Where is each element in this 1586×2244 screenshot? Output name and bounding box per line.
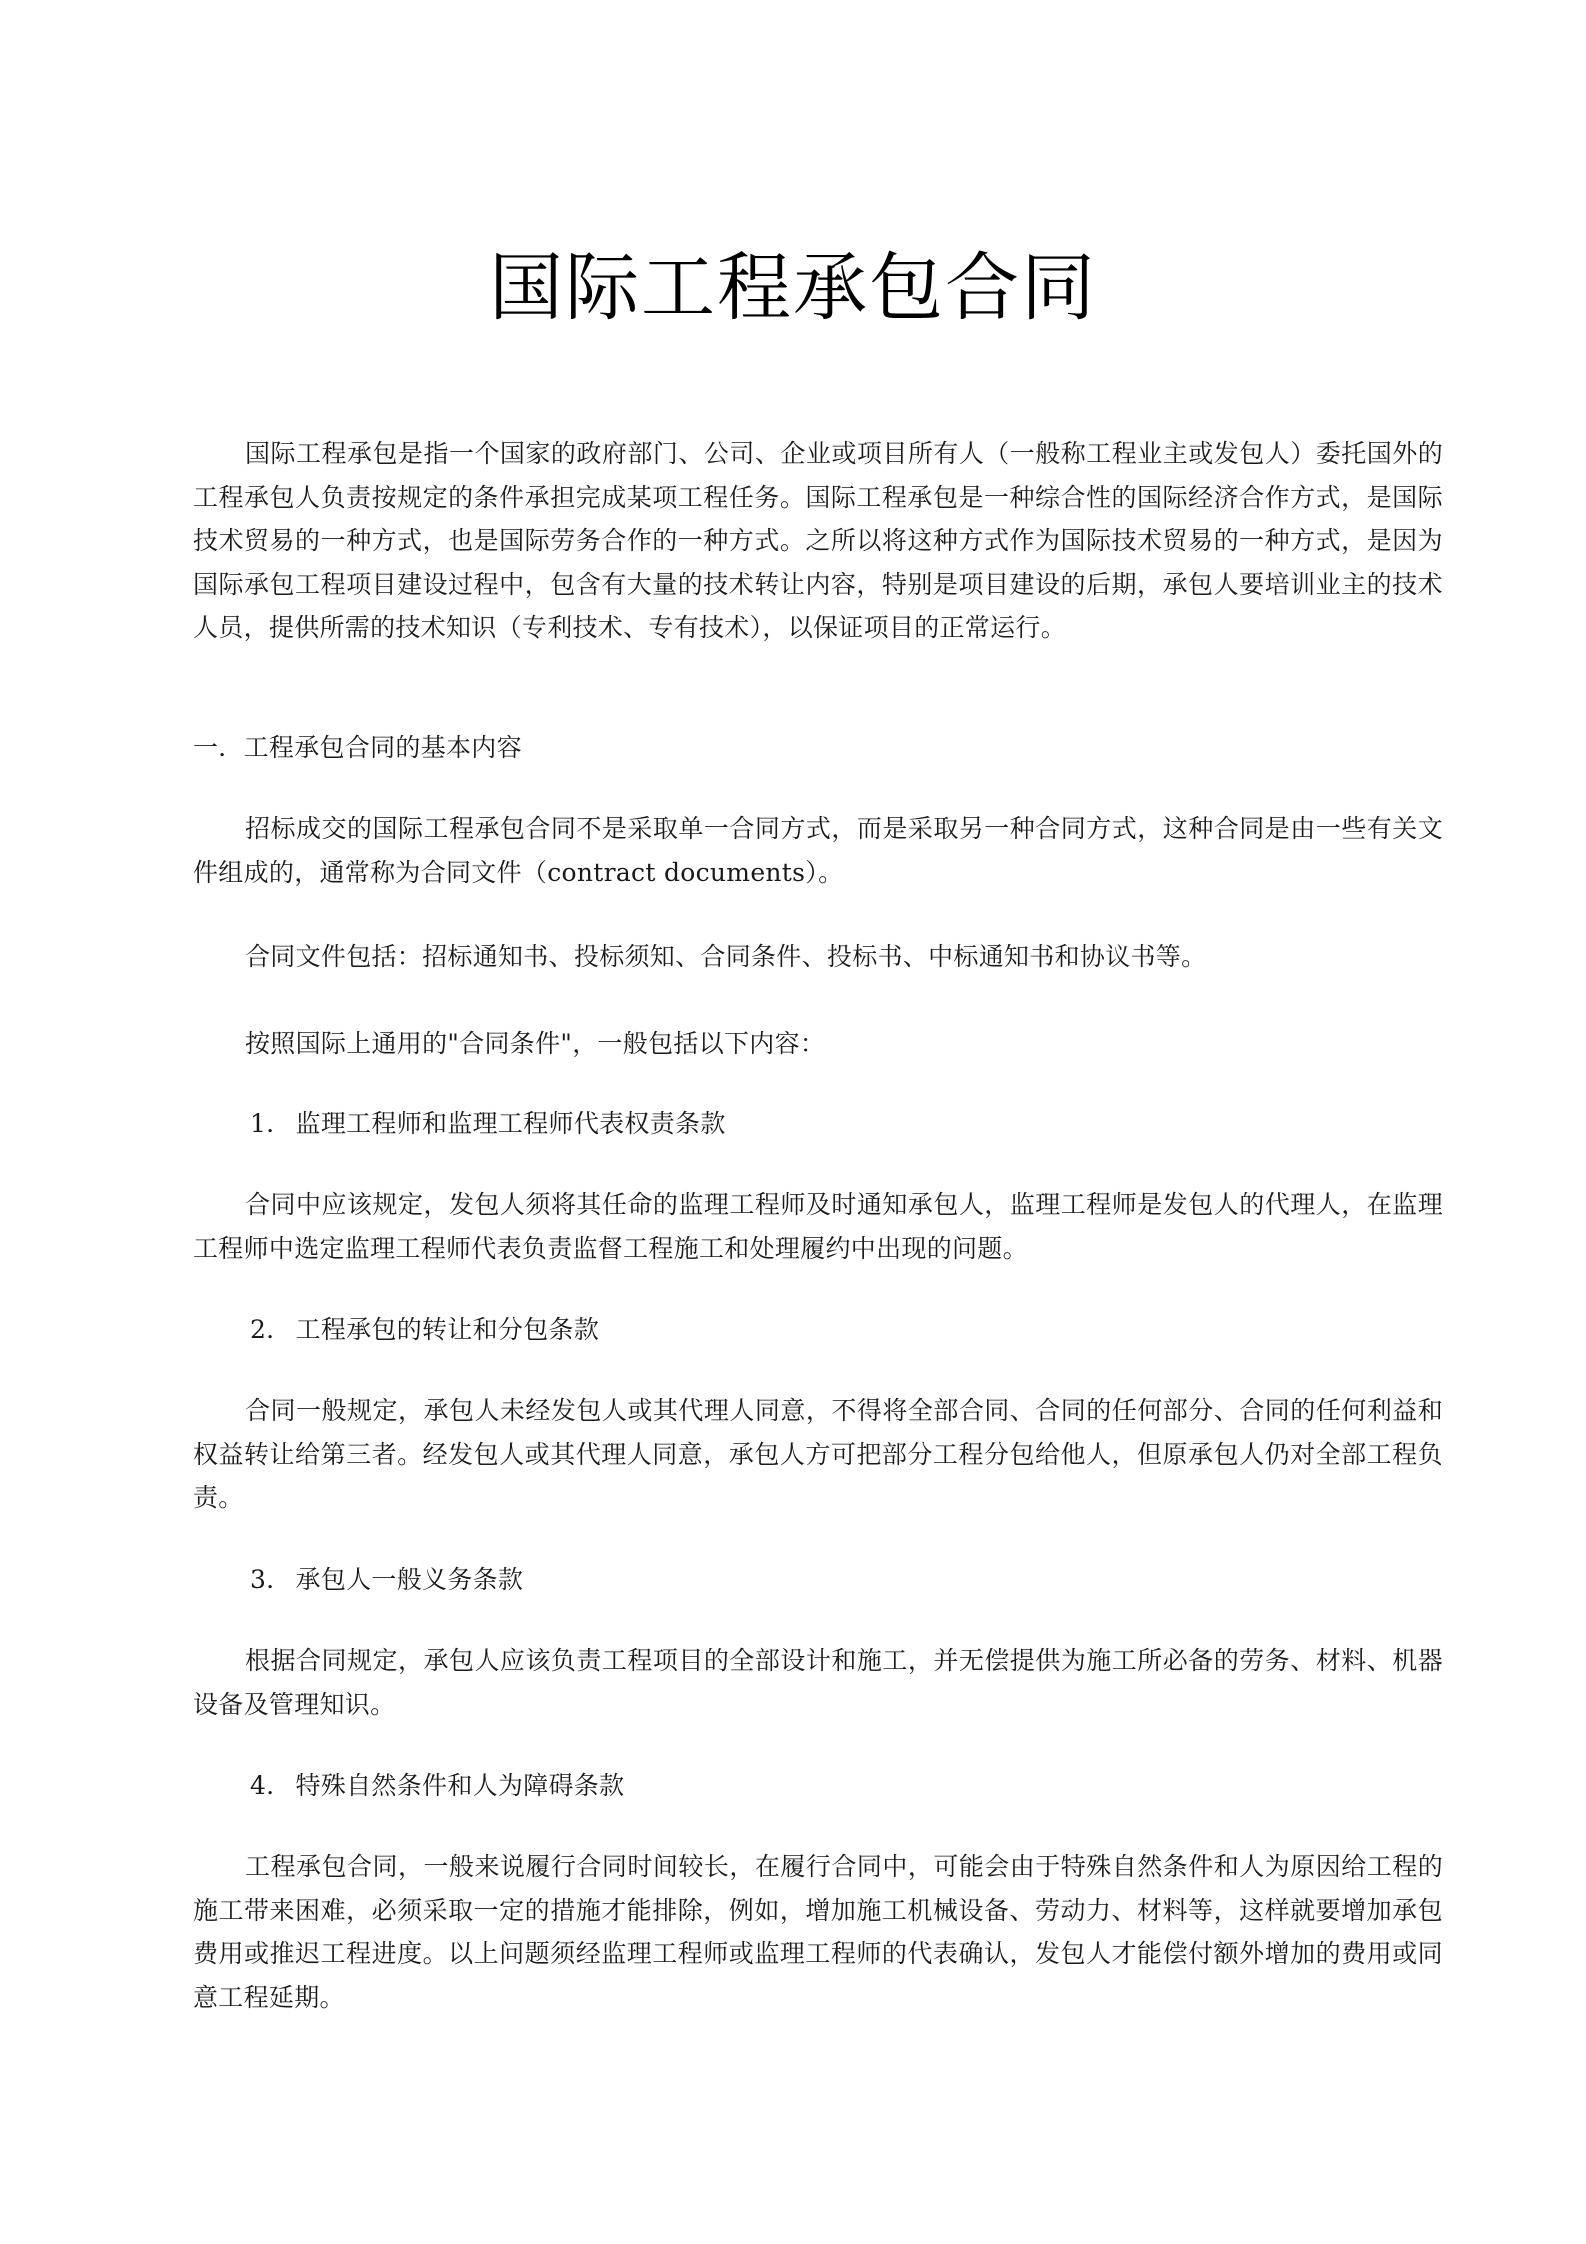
clause-body-2: 合同一般规定，承包人未经发包人或其代理人同意，不得将全部合同、合同的任何部分、合同的任何利益和权益转让给第三者。经发包人或其代理人同意，承包人方可把部分工程分包给他人，但原承包人仍对全部工程负责。 [193,1396,1443,1512]
clause-body-4: 工程承包合同，一般来说履行合同时间较长，在履行合同中，可能会由于特殊自然条件和人为原因给工程的施工带来困难，必须采取一定的措施才能排除，例如，增加施工机械设备、劳动力、材料等，这样就要增加承包费用或推迟工程进度。以上问题须经监理工程师或监理工程师的代表确认，发包人才能偿付额外增加的费用或同意工程延期。 [193,1852,1443,2012]
clause-number: 2． [250,1315,292,1344]
clause-body-1: 合同中应该规定，发包人须将其任命的监理工程师及时通知承包人，监理工程师是发包人的代理人，在监理工程师中选定监理工程师代表负责监督工程施工和处理履约中出现的问题。 [193,1190,1443,1263]
clause-number: 1． [250,1109,292,1138]
document-title: 国际工程承包合同 [489,245,1097,331]
contract-documents-paragraph: 招标成交的国际工程承包合同不是采取单一合同方式，而是采取另一种合同方式，这种合同是由一些有关文件组成的，通常称为合同文件（contract documents）。 [193,814,1443,887]
clause-body-3: 根据合同规定，承包人应该负责工程项目的全部设计和施工，并无偿提供为施工所必备的劳务、材料、机器设备及管理知识。 [193,1646,1443,1719]
clause-title: 工程承包的转让和分包条款 [295,1315,600,1344]
clause-heading-4 [250,1766,624,1806]
contract-documents-list-paragraph: 合同文件包括：招标通知书、投标须知、合同条件、投标书、中标通知书和协议书等。 [245,942,1207,971]
clause-heading-1 [250,1104,726,1144]
clause-heading-3 [250,1560,523,1600]
section-heading: 一．工程承包合同的基本内容 [193,733,522,762]
intro-paragraph: 国际工程承包是指一个国家的政府部门、公司、企业或项目所有人（一般称工程业主或发包人）委托国外的工程承包人负责按规定的条件承担完成某项工程任务。国际工程承包是一种综合性的国际经济合作方式，是国际技术贸易的一种方式，也是国际劳务合作的一种方式。之所以将这种方式作为国际技术贸易的一种方式，是因为国际承包工程项目建设过程中，包含有大量的技术转让内容，特别是项目建设的后期，承包人要培训业主的技术人员，提供所需的技术知识（专利技术、专有技术），以保证项目的正常运行。 [193,439,1443,642]
clause-title: 承包人一般义务条款 [295,1565,524,1594]
contract-conditions-intro: 按照国际上通用的"合同条件"，一般包括以下内容： [245,1029,826,1058]
clause-title: 特殊自然条件和人为障碍条款 [295,1771,625,1800]
clause-heading-2 [250,1310,599,1350]
clause-number: 4． [250,1771,292,1800]
clause-title: 监理工程师和监理工程师代表权责条款 [295,1109,726,1138]
clause-number: 3． [250,1565,292,1594]
